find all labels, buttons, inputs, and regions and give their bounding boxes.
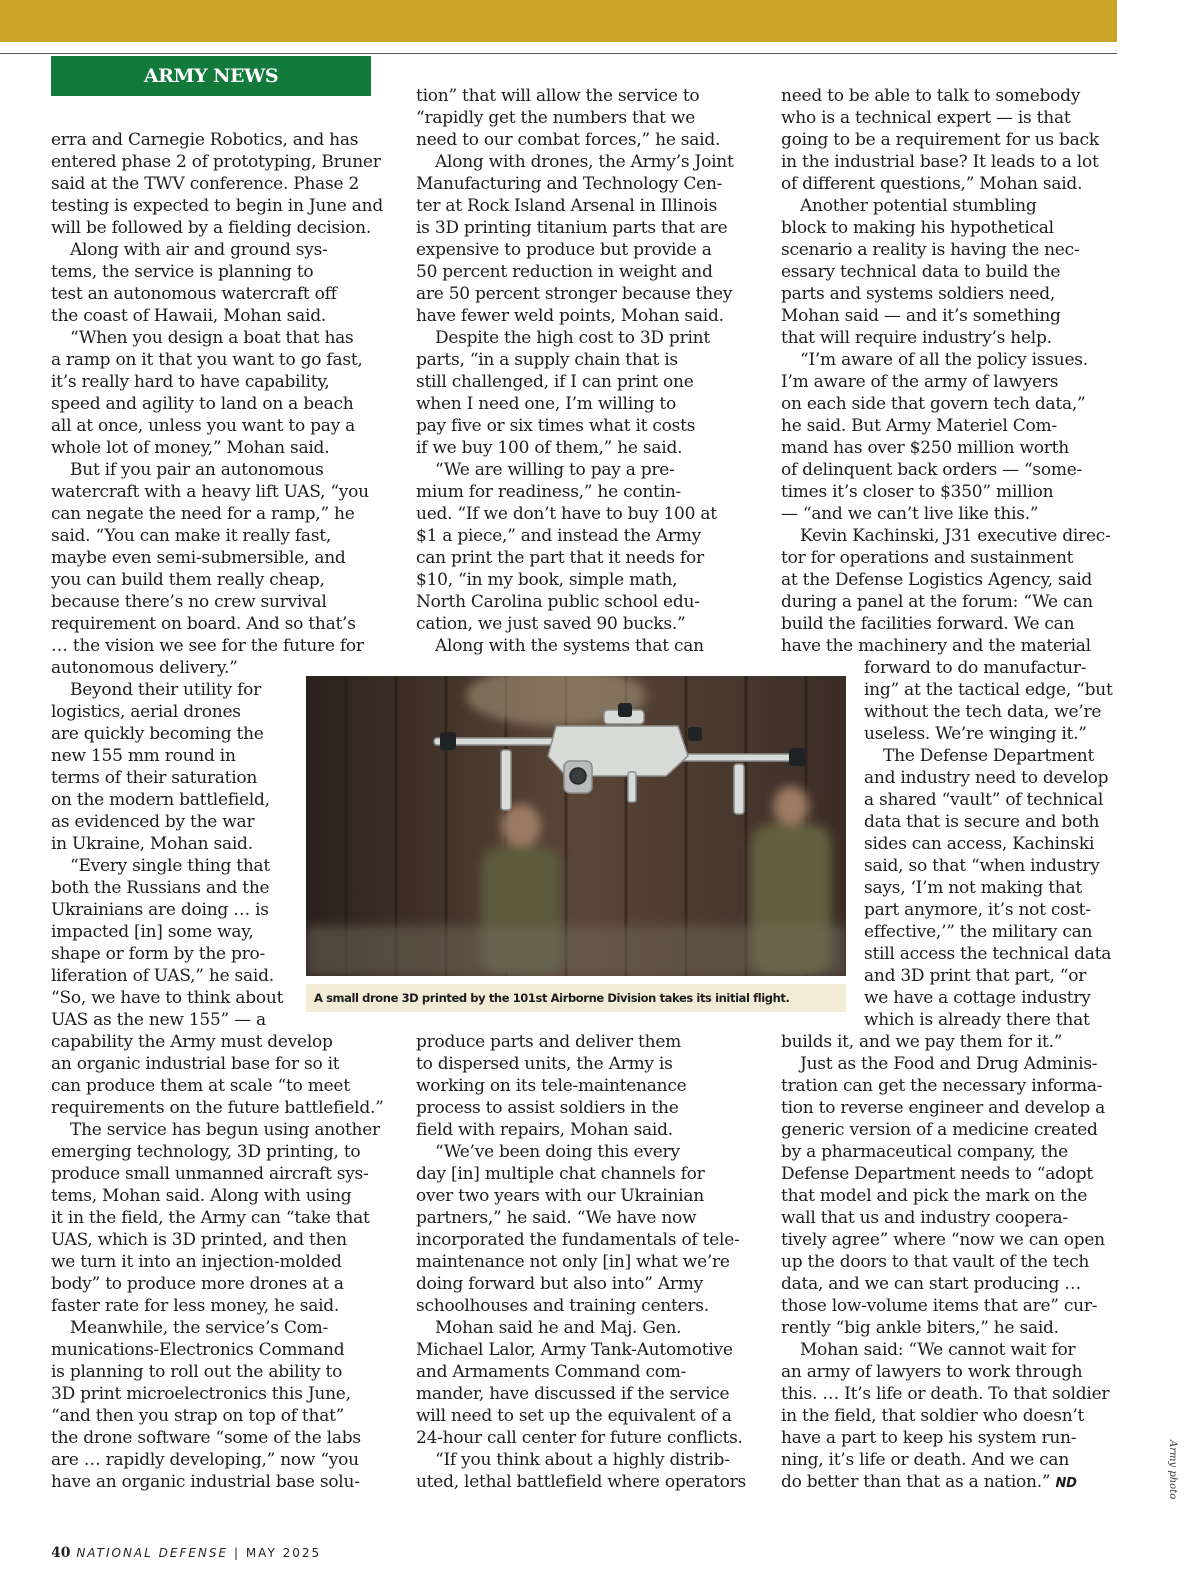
article-line: field with repairs, Mohan said. xyxy=(416,1120,673,1140)
article-line: both the Russians and the xyxy=(51,878,270,898)
article-line: munications-Electronics Command xyxy=(51,1340,345,1360)
article-line: Kevin Kachinski, J31 executive direc- xyxy=(800,526,1111,546)
article-line: ning, it’s life or death. And we can xyxy=(781,1450,1070,1470)
article-line: sides can access, Kachinski xyxy=(864,834,1095,854)
article-line: mium for readiness,” he contin- xyxy=(416,482,682,502)
article-line: produce parts and deliver them xyxy=(416,1032,682,1052)
article-line: essary technical data to build the xyxy=(781,262,1061,282)
article-line: working on its tele-maintenance xyxy=(416,1076,687,1096)
article-line: Another potential stumbling xyxy=(800,196,1037,216)
article-line: block to making his hypothetical xyxy=(781,218,1054,238)
article-line: that will require industry’s help. xyxy=(781,328,1052,348)
article-line: when I need one, I’m willing to xyxy=(416,394,676,414)
article-line: But if you pair an autonomous xyxy=(70,460,324,480)
article-line: terms of their saturation xyxy=(51,768,258,788)
article-line: “When you design a boat that has xyxy=(70,328,354,348)
article-line: data that is secure and both xyxy=(864,812,1100,832)
article-line: to dispersed units, the Army is xyxy=(416,1054,673,1074)
article-line: will be followed by a fielding decision. xyxy=(51,218,372,238)
article-line: a shared “vault” of technical xyxy=(864,790,1104,810)
article-line: Just as the Food and Drug Adminis- xyxy=(800,1054,1098,1074)
column-middle-bottom xyxy=(416,1031,746,1493)
article-line: autonomous delivery.” xyxy=(51,658,238,678)
article-line: the drone software “some of the labs xyxy=(51,1428,361,1448)
article-line: “Every single thing that xyxy=(70,856,270,876)
page-footer xyxy=(51,1545,321,1561)
article-line: “So, we have to think about xyxy=(51,988,284,1008)
article-line: Along with drones, the Army’s Joint xyxy=(435,152,734,172)
article-line: over two years with our Ukrainian xyxy=(416,1186,704,1206)
article-line: produce small unmanned aircraft sys- xyxy=(51,1164,369,1184)
article-line: cation, we just saved 90 bucks.” xyxy=(416,614,686,634)
article-line: and industry need to develop xyxy=(864,768,1109,788)
article-line: by a pharmaceutical company, the xyxy=(781,1142,1068,1162)
article-line: useless. We’re winging it.” xyxy=(864,724,1087,744)
article-line: UAS as the new 155” — a xyxy=(51,1010,266,1030)
article-line: in the field, that soldier who doesn’t xyxy=(781,1406,1085,1426)
article-line: Mohan said: “We cannot wait for xyxy=(800,1340,1076,1360)
article-line: testing is expected to begin in June and xyxy=(51,196,383,216)
article-line: UAS, which is 3D printed, and then xyxy=(51,1230,347,1250)
article-line: you can build them really cheap, xyxy=(51,570,325,590)
article-line: an army of lawyers to work through xyxy=(781,1362,1083,1382)
article-line: Along with air and ground sys- xyxy=(70,240,328,260)
article-line: parts and systems soldiers need, xyxy=(781,284,1056,304)
article-line: those low-volume items that are” cur- xyxy=(781,1296,1098,1316)
article-line: are 50 percent stronger because they xyxy=(416,284,733,304)
article-line: rently “big ankle biters,” he said. xyxy=(781,1318,1059,1338)
article-line: new 155 mm round in xyxy=(51,746,236,766)
article-line: an organic industrial base for so it xyxy=(51,1054,340,1074)
article-line: said. “You can make it really fast, xyxy=(51,526,332,546)
article-line: build the facilities forward. We can xyxy=(781,614,1075,634)
article-line: says, ‘I’m not making that xyxy=(864,878,1082,898)
article-line: still challenged, if I can print one xyxy=(416,372,694,392)
article-line: speed and agility to land on a beach xyxy=(51,394,354,414)
article-line: requirements on the future battlefield.” xyxy=(51,1098,384,1118)
article-line: watercraft with a heavy lift UAS, “you xyxy=(51,482,369,502)
article-line: that model and pick the mark on the xyxy=(781,1186,1088,1206)
article-line: 24-hour call center for future conflicts. xyxy=(416,1428,743,1448)
article-line: Along with the systems that can xyxy=(435,636,704,656)
article-line: all at once, unless you want to pay a xyxy=(51,416,356,436)
article-line: tems, the service is planning to xyxy=(51,262,314,282)
article-line: expensive to produce but provide a xyxy=(416,240,712,260)
article-line: pay five or six times what it costs xyxy=(416,416,696,436)
article-line: at the Defense Logistics Agency, said xyxy=(781,570,1093,590)
article-line: said at the TWV conference. Phase 2 xyxy=(51,174,360,194)
article-line: mander, have discussed if the service xyxy=(416,1384,730,1404)
article-line: times it’s closer to $350” million xyxy=(781,482,1054,502)
article-line: in the industrial base? It leads to a lot xyxy=(781,152,1099,172)
article-line: erra and Carnegie Robotics, and has xyxy=(51,130,359,150)
article-line: during a panel at the forum: “We can xyxy=(781,592,1093,612)
article-line: builds it, and we pay them for it.” xyxy=(781,1032,1063,1052)
article-line: 50 percent reduction in weight and xyxy=(416,262,713,282)
article-line: Mohan said — and it’s something xyxy=(781,306,1061,326)
article-line: ing” at the tactical edge, “but xyxy=(864,680,1113,700)
article-line: we have a cottage industry xyxy=(864,988,1091,1008)
article-line: “rapidly get the numbers that we xyxy=(416,108,695,128)
article-line: it’s really hard to have capability, xyxy=(51,372,330,392)
article-line: Manufacturing and Technology Cen- xyxy=(416,174,723,194)
article-line: requirement on board. And so that’s xyxy=(51,614,356,634)
article-line: part anymore, it’s not cost- xyxy=(864,900,1091,920)
header-accent-bar xyxy=(0,0,1117,42)
article-line: mand has over $250 million worth xyxy=(781,438,1069,458)
article-line: have fewer weld points, Mohan said. xyxy=(416,306,724,326)
article-line: forward to do manufactur- xyxy=(864,658,1087,678)
article-line: this. … It’s life or death. To that soldier xyxy=(781,1384,1110,1404)
article-line: ter at Rock Island Arsenal in Illinois xyxy=(416,196,718,216)
column-middle-top xyxy=(416,85,734,657)
article-line: tems, Mohan said. Along with using xyxy=(51,1186,352,1206)
drone-photo-illustration xyxy=(306,676,846,976)
article-line: Michael Lalor, Army Tank-Automotive xyxy=(416,1340,733,1360)
article-line: shape or form by the pro- xyxy=(51,944,265,964)
photo-credit: Army photo xyxy=(1167,1440,1178,1500)
article-line: data, and we can start producing … xyxy=(781,1274,1082,1294)
article-line: said, so that “when industry xyxy=(864,856,1100,876)
article-line: tration can get the necessary informa- xyxy=(781,1076,1103,1096)
article-line: Defense Department needs to “adopt xyxy=(781,1164,1093,1184)
article-line: logistics, aerial drones xyxy=(51,702,241,722)
article-line: who is a technical expert — is that xyxy=(781,108,1071,128)
article-line: tor for operations and sustainment xyxy=(781,548,1074,568)
article-line: 3D print microelectronics this June, xyxy=(51,1384,351,1404)
article-line: is 3D printing titanium parts that are xyxy=(416,218,728,238)
page-number: 40 xyxy=(51,1545,71,1561)
article-line: The Defense Department xyxy=(883,746,1095,766)
article-line: we turn it into an injection-molded xyxy=(51,1252,342,1272)
article-line: “and then you strap on top of that” xyxy=(51,1406,345,1426)
article-line: process to assist soldiers in the xyxy=(416,1098,679,1118)
article-line: maintenance not only [in] what we’re xyxy=(416,1252,730,1272)
article-line: and Armaments Command com- xyxy=(416,1362,687,1382)
article-line: partners,” he said. “We have now xyxy=(416,1208,697,1228)
article-line: Ukrainians are doing … is xyxy=(51,900,269,920)
article-line: up the doors to that vault of the tech xyxy=(781,1252,1090,1272)
article-line: it in the field, the Army can “take that xyxy=(51,1208,370,1228)
article-line: he said. But Army Materiel Com- xyxy=(781,416,1057,436)
article-line: are quickly becoming the xyxy=(51,724,264,744)
article-line: effective,’” the military can xyxy=(864,922,1093,942)
article-line: on the modern battlefield, xyxy=(51,790,270,810)
article-line xyxy=(781,1471,1109,1495)
article-line: the coast of Hawaii, Mohan said. xyxy=(51,306,327,326)
drone-photo xyxy=(306,676,846,976)
article-line: Meanwhile, the service’s Com- xyxy=(70,1318,328,1338)
article-line: without the tech data, we’re xyxy=(864,702,1102,722)
photo-caption: A small drone 3D printed by the 101st Airborne Division takes its initial flight. xyxy=(306,984,846,1012)
article-line: of delinquent back orders — “some- xyxy=(781,460,1083,480)
end-mark: ND xyxy=(1055,1476,1077,1491)
article-line: tion to reverse engineer and develop a xyxy=(781,1098,1105,1118)
article-line: impacted [in] some way, xyxy=(51,922,254,942)
article-line: still access the technical data xyxy=(864,944,1112,964)
article-line: “If you think about a highly distrib- xyxy=(435,1450,730,1470)
article-line: capability the Army must develop xyxy=(51,1032,333,1052)
article-line: whole lot of money,” Mohan said. xyxy=(51,438,330,458)
article-line: Mohan said he and Maj. Gen. xyxy=(435,1318,682,1338)
header-rule xyxy=(0,53,1117,54)
column-right-top xyxy=(781,85,1111,657)
article-line: which is already there that xyxy=(864,1010,1090,1030)
article-line: parts, “in a supply chain that is xyxy=(416,350,678,370)
article-line: as evidenced by the war xyxy=(51,812,255,832)
article-line: if we buy 100 of them,” he said. xyxy=(416,438,683,458)
article-line: — “and we can’t live like this.” xyxy=(781,504,1039,524)
article-line: test an autonomous watercraft off xyxy=(51,284,337,304)
article-line: scenario a reality is having the nec- xyxy=(781,240,1080,260)
article-line: can produce them at scale “to meet xyxy=(51,1076,350,1096)
article-line: body” to produce more drones at a xyxy=(51,1274,344,1294)
article-line: $10, “in my book, simple math, xyxy=(416,570,678,590)
article-line: have the machinery and the material xyxy=(781,636,1091,656)
article-line: “I’m aware of all the policy issues. xyxy=(800,350,1088,370)
section-tag: ARMY NEWS xyxy=(51,56,371,96)
article-line: $1 a piece,” and instead the Army xyxy=(416,526,701,546)
article-line: North Carolina public school edu- xyxy=(416,592,700,612)
article-line: have a part to keep his system run- xyxy=(781,1428,1077,1448)
article-line: emerging technology, 3D printing, to xyxy=(51,1142,361,1162)
article-line: and 3D print that part, “or xyxy=(864,966,1087,986)
article-line: schoolhouses and training centers. xyxy=(416,1296,709,1316)
article-line: tively agree” where “now we can open xyxy=(781,1230,1105,1250)
article-line: tion” that will allow the service to xyxy=(416,86,700,106)
article-line: doing forward but also into” Army xyxy=(416,1274,703,1294)
article-line: Despite the high cost to 3D print xyxy=(435,328,710,348)
article-line: Beyond their utility for xyxy=(70,680,262,700)
article-line: going to be a requirement for us back xyxy=(781,130,1099,150)
article-line: The service has begun using another xyxy=(70,1120,380,1140)
publication-name: NATIONAL DEFENSE xyxy=(76,1546,229,1560)
article-line: uted, lethal battlefield where operators xyxy=(416,1472,746,1492)
article-line-text: do better than that as a nation.” xyxy=(781,1472,1051,1492)
article-line: can negate the need for a ramp,” he xyxy=(51,504,355,524)
article-line: day [in] multiple chat channels for xyxy=(416,1164,705,1184)
article-line: “We are willing to pay a pre- xyxy=(435,460,675,480)
article-line: I’m aware of the army of lawyers xyxy=(781,372,1059,392)
article-line: is planning to roll out the ability to xyxy=(51,1362,343,1382)
issue-date: MAY 2025 xyxy=(245,1546,322,1560)
article-line: because there’s no crew survival xyxy=(51,592,327,612)
article-line: incorporated the fundamentals of tele- xyxy=(416,1230,740,1250)
article-line: have an organic industrial base solu- xyxy=(51,1472,360,1492)
article-line: a ramp on it that you want to go fast, xyxy=(51,350,363,370)
article-line: are … rapidly developing,” now “you xyxy=(51,1450,359,1470)
article-line: liferation of UAS,” he said. xyxy=(51,966,274,986)
article-line: need to be able to talk to somebody xyxy=(781,86,1081,106)
article-line: on each side that govern tech data,” xyxy=(781,394,1086,414)
article-line: generic version of a medicine created xyxy=(781,1120,1098,1140)
article-line: wall that us and industry coopera- xyxy=(781,1208,1068,1228)
article-line: ued. “If we don’t have to buy 100 at xyxy=(416,504,717,524)
article-line: … the vision we see for the future for xyxy=(51,636,364,656)
column-right-wrap xyxy=(864,657,1113,1031)
article-line: maybe even semi-submersible, and xyxy=(51,548,346,568)
footer-separator: | xyxy=(233,1546,240,1560)
article-line: faster rate for less money, he said. xyxy=(51,1296,340,1316)
column-right-bottom xyxy=(781,1031,1109,1495)
article-line: of different questions,” Mohan said. xyxy=(781,174,1083,194)
article-line: need to our combat forces,” he said. xyxy=(416,130,721,150)
article-line: will need to set up the equivalent of a xyxy=(416,1406,732,1426)
article-line: “We’ve been doing this every xyxy=(435,1142,680,1162)
article-line: in Ukraine, Mohan said. xyxy=(51,834,253,854)
article-line: can print the part that it needs for xyxy=(416,548,704,568)
article-line: entered phase 2 of prototyping, Bruner xyxy=(51,152,381,172)
